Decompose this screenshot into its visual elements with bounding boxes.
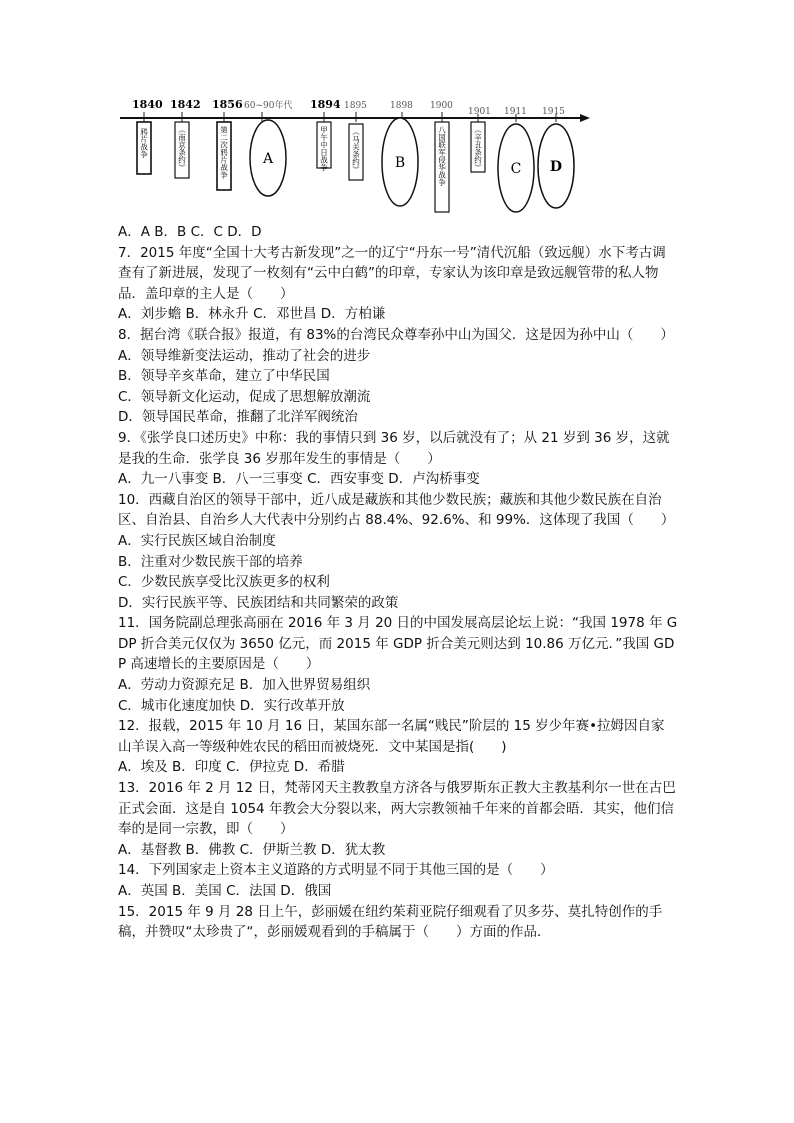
year-label: 1856 — [212, 98, 243, 111]
answer-options-q12: A．埃及 B．印度 C．伊拉克 D．希腊 — [118, 759, 345, 776]
year-label: 1901 — [468, 107, 491, 117]
svg-text:《南京条约》: 《南京条约》 — [177, 126, 187, 171]
question-7: 7．2015 年度“全国十大考古新发现”之一的辽宁“丹东一号”清代沉船（致远舰）水下考古调查有了新进展，发现了一枚刻有“云中白鹤”的印章，专家认为该印章是致远舰管带的私人物品．盖印章的主人是（ ） — [118, 244, 666, 302]
svg-text:B: B — [394, 155, 406, 171]
answer-options-q7: A．刘步蟾 B．林永升 C．邓世昌 D．方柏谦 — [118, 306, 386, 323]
oval-b — [382, 118, 418, 206]
year-label: 60~90年代 — [244, 101, 293, 111]
year-label: 1895 — [344, 101, 367, 111]
answer-option: D．实行民族平等、民族团结和共同繁荣的政策 — [118, 594, 399, 611]
answer-options-q9: A．九一八事变 B．八一三事变 C．西安事变 D．卢沟桥事变 — [118, 471, 480, 488]
year-label: 1894 — [310, 98, 341, 111]
year-label: 1900 — [430, 101, 453, 111]
year-label: 1911 — [504, 107, 527, 117]
year-label: 1842 — [170, 98, 201, 111]
timeline-figure — [112, 92, 592, 217]
answer-options-q14: A．英国 B．美国 C．法国 D．俄国 — [118, 883, 332, 899]
answer-option: D．领导国民革命，推翻了北洋军阀统治 — [118, 409, 358, 426]
question-11: 11．国务院副总理张高丽在 2016 年 3 月 20 日的中国发展高层论坛上说：“我国 1978 年 GDP 折合美元仅仅为 3650 亿元，而 2015 年 GDP 折合美元则达到 10.86 万亿元．”我国 GDP 高速增长的主要原因是（ ） — [118, 615, 678, 673]
question-text-block — [118, 222, 678, 943]
svg-text:八国联军侵华战争: 八国联军侵华战争 — [437, 126, 447, 186]
svg-text:第二次鸦片战争: 第二次鸦片战争 — [219, 126, 229, 179]
timeline-arrow — [580, 114, 590, 122]
question-13: 13．2016 年 2 月 12 日，梵蒂冈天主教教皇方济各与俄罗斯东正教大主教基利尔一世在古巴正式会面．这是自 1054 年教会大分裂以来，两大宗教领袖千年来的首都会晤．其实，他们信奉的是同一宗教，即（ ） — [118, 780, 676, 838]
question-15: 15．2015 年 9 月 28 日上午，彭丽媛在纽约茱莉亚院仔细观看了贝多芬、莫扎特创作的手稿，并赞叹“太珍贵了“，彭丽媛观看到的手稿属于（ ）方面的作品． — [118, 903, 663, 941]
svg-text:D: D — [549, 159, 563, 175]
oval-c — [498, 124, 534, 212]
event-box — [317, 122, 331, 171]
svg-text:鸦片战争: 鸦片战争 — [139, 128, 149, 158]
answer-option: A．实行民族区域自治制度 — [118, 532, 276, 549]
event-box — [349, 124, 363, 180]
year-label: 1915 — [542, 107, 565, 117]
year-label: 1898 — [390, 101, 413, 111]
answer-options-q13: A．基督教 B．佛教 C．伊斯兰教 D．犹太教 — [118, 841, 386, 858]
svg-text:C: C — [510, 161, 522, 177]
event-box — [435, 122, 449, 212]
answer-option: C．领导新文化运动，促成了思想解放潮流 — [118, 388, 371, 405]
answer-option: B．注重对少数民族干部的培养 — [118, 553, 303, 570]
question-12: 12．报载，2015 年 10 月 16 日，某国东部一名属“贱民”阶层的 15 岁少年赛•拉姆因自家山羊误入高一等级种姓农民的稻田而被烧死．文中某国是指( ) — [118, 718, 665, 755]
oval-a — [250, 120, 286, 196]
event-box — [175, 122, 189, 178]
question-14: 14．下列国家走上资本主义道路的方式明显不同于其他三国的是（ ） — [118, 862, 554, 879]
event-box — [137, 122, 151, 174]
svg-text:《马关条约》: 《马关条约》 — [351, 128, 361, 173]
answer-options-q6: A．A B．B C．C D．D — [118, 224, 262, 240]
svg-text:A: A — [262, 151, 274, 167]
answer-options-q11: C．城市化速度加快 D．实行改革开放 — [118, 697, 345, 714]
svg-text:甲午中日战争: 甲午中日战争 — [319, 126, 329, 171]
question-8: 8．据台湾《联合报》报道，有 83%的台湾民众尊奉孙中山为国父．这是因为孙中山（ ） — [118, 326, 674, 343]
answer-options-q11: A．劳动力资源充足 B．加入世界贸易组织 — [118, 677, 371, 694]
answer-option: C．少数民族享受比汉族更多的权利 — [118, 574, 330, 591]
question-10: 10．西藏自治区的领导干部中，近八成是藏族和其他少数民族；藏族和其他少数民族在自治区、自治县、自治乡人大代表中分别约占 88.4%、92.6%、和 99%．这体现了我国（ ） — [118, 491, 675, 529]
timeline-svg — [112, 92, 592, 217]
event-box — [217, 122, 231, 190]
svg-text:《辛丑条约》: 《辛丑条约》 — [473, 126, 483, 171]
oval-d — [538, 124, 574, 208]
event-box — [471, 122, 485, 172]
answer-option: B．领导辛亥革命，建立了中华民国 — [118, 368, 330, 385]
year-label: 1840 — [132, 98, 163, 111]
question-9: 9．《张学良口述历史》中称：我的事情只到 36 岁，以后就没有了；从 21 岁到 36 岁，这就是我的生命．张学良 36 岁那年发生的事情是（ ） — [118, 429, 670, 467]
answer-option: A．领导维新变法运动，推动了社会的进步 — [118, 347, 371, 364]
